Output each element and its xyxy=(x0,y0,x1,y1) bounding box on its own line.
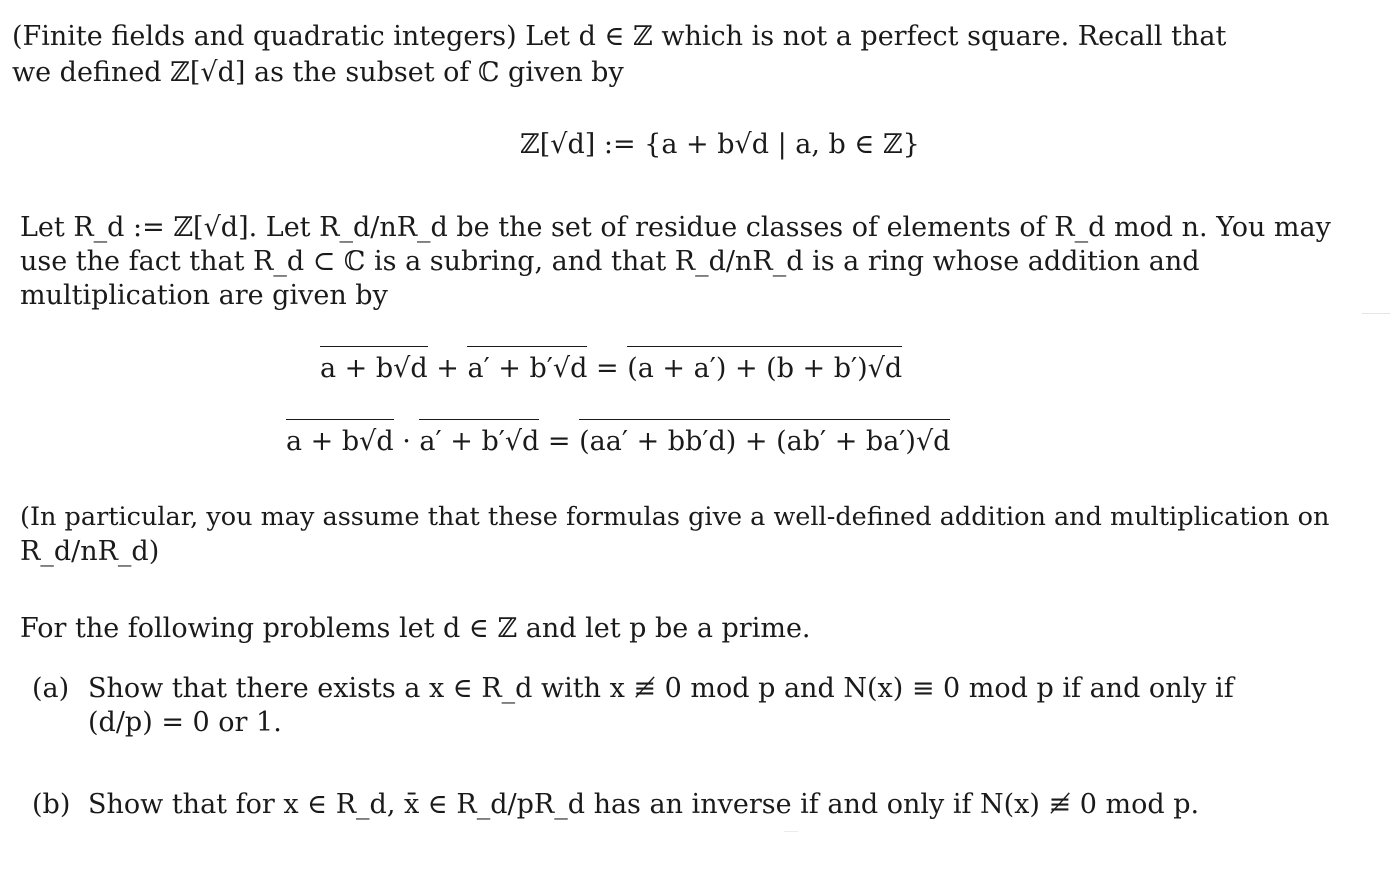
intro-line-2: we defined ℤ[√d] as the subset of ℂ given by xyxy=(12,57,624,88)
part-a-line-2: (d/p) = 0 or 1. xyxy=(88,707,282,738)
part-b-label: (b) xyxy=(32,789,71,820)
paragraph2-line-3: multiplication are given by xyxy=(20,280,388,311)
definition-formula: ℤ[√d] := {a + b√d | a, b ∈ ℤ} xyxy=(520,129,920,160)
addition-term-2: a′ + b′√d xyxy=(467,353,588,384)
multiplication-result: (aa′ + bb′d) + (ab′ + ba′)√d xyxy=(579,426,951,457)
intro-line-1: (Finite fields and quadratic integers) Let d ∈ ℤ which is not a perfect square. Recall that xyxy=(12,21,1227,52)
addition-plus: + xyxy=(427,353,468,384)
multiplication-term-2: a′ + b′√d xyxy=(419,426,540,457)
paragraph2-line-2: use the fact that R_d ⊂ ℂ is a subring, and that R_d/nR_d is a ring whose addition and xyxy=(20,246,1200,277)
faint-mark-bottom xyxy=(784,831,798,832)
paragraph3-line-1: (In particular, you may assume that these formulas give a well-defined addition and multiplication on xyxy=(20,502,1330,532)
paragraph4: For the following problems let d ∈ ℤ and let p be a prime. xyxy=(20,613,811,644)
multiplication-term-1: a + b√d xyxy=(286,426,394,457)
paragraph2-line-1: Let R_d := ℤ[√d]. Let R_d/nR_d be the set of residue classes of elements of R_d mod n. You may xyxy=(20,212,1331,243)
addition-term-1: a + b√d xyxy=(320,353,428,384)
addition-result: (a + a′) + (b + b′)√d xyxy=(627,353,903,384)
multiplication-equals: = xyxy=(539,426,580,457)
paragraph3-line-2: R_d/nR_d) xyxy=(20,536,160,567)
addition-formula xyxy=(320,352,902,386)
part-a-line-1: Show that there exists a x ∈ R_d with x ≢ 0 mod p and N(x) ≡ 0 mod p if and only if xyxy=(88,673,1234,704)
faint-mark-right xyxy=(1362,313,1390,314)
part-b-text: Show that for x ∈ R_d, x̄ ∈ R_d/pR_d has an inverse if and only if N(x) ≢ 0 mod p. xyxy=(88,789,1200,820)
addition-equals: = xyxy=(587,353,628,384)
part-a-label: (a) xyxy=(32,673,70,704)
multiplication-formula xyxy=(286,425,950,459)
multiplication-dot: · xyxy=(393,426,420,457)
